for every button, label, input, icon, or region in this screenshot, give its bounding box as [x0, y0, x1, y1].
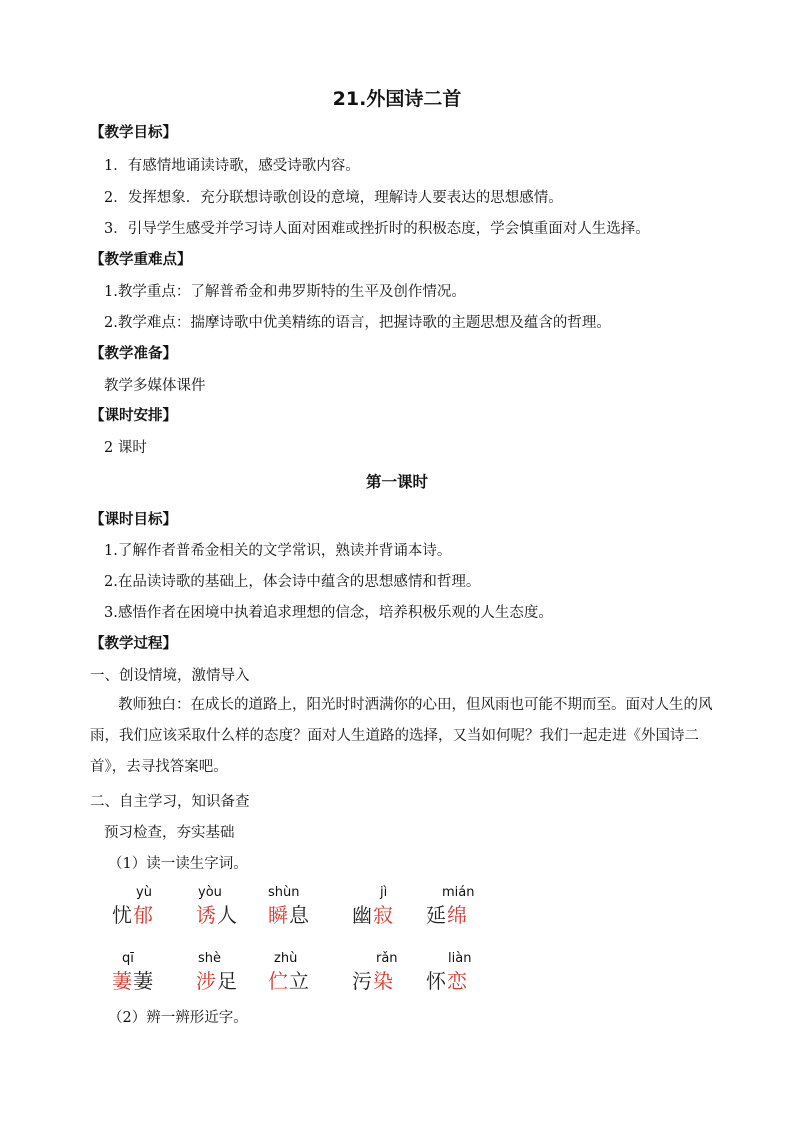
pinyin: shè — [198, 951, 222, 966]
intro-paragraph: 教师独白：在成长的道路上，阳光时时洒满你的心田，但风雨也可能不期而至。面对人生的风雨，我们应该采取什么样的态度？面对人生道路的选择，又当如何呢？我们一起走进《外国诗二首》，去寻找答案吧。 — [90, 697, 713, 775]
section-heading-lesson-goals: 【课时目标】 — [90, 512, 177, 528]
pinyin: rǎn — [376, 951, 398, 966]
vocab-word — [196, 884, 268, 928]
hours-text: 2 课时 — [104, 440, 147, 456]
lesson-goal-item: 3.感悟作者在困境中执着追求理想的信念，培养积极乐观的人生态度。 — [104, 605, 553, 621]
pinyin: mián — [442, 885, 475, 900]
vocab-word — [268, 884, 352, 928]
pinyin: yù — [136, 885, 152, 900]
step-heading: 一、创设情境，激情导入 — [90, 668, 250, 684]
goal-item: 3．引导学生感受并学习诗人面对困难或挫折时的积极态度，学会慎重面对人生选择。 — [104, 221, 650, 237]
vocab-word — [352, 950, 426, 994]
lesson-goal-item: 2.在品读诗歌的基础上，体会诗中蕴含的思想感情和哲理。 — [104, 574, 481, 590]
distinguish-instruction: （2）辨一辨形近字。 — [108, 1010, 248, 1026]
char: 忧 — [112, 903, 133, 927]
char: 萋 — [133, 969, 154, 993]
vocab-word — [112, 884, 196, 928]
vocab-word — [426, 950, 496, 994]
prep-text: 教学多媒体课件 — [104, 378, 206, 394]
char: 幽 — [352, 903, 373, 927]
section-heading-key: 【教学重难点】 — [90, 252, 192, 268]
char: 人 — [217, 903, 238, 927]
char: 息 — [289, 903, 310, 927]
section-heading-hours: 【课时安排】 — [90, 408, 177, 424]
highlight-char: 萋 — [112, 969, 133, 993]
char: 怀 — [426, 969, 447, 993]
highlight-char: 伫 — [268, 969, 289, 993]
goal-item: 2．发挥想象．充分联想诗歌创设的意境，理解诗人要表达的思想感情。 — [104, 190, 563, 206]
key-item: 2.教学难点：揣摩诗歌中优美精练的语言，把握诗歌的主题思想及蕴含的哲理。 — [104, 315, 611, 331]
goal-item: 1．有感情地诵读诗歌，感受诗歌内容。 — [104, 158, 360, 174]
char: 污 — [352, 969, 373, 993]
pinyin: shùn — [268, 885, 300, 900]
highlight-char: 绵 — [447, 903, 468, 927]
preview-text: 预习检查，夯实基础 — [104, 825, 235, 841]
pinyin: yòu — [198, 885, 222, 900]
pinyin: qī — [122, 951, 134, 966]
highlight-char: 诱 — [196, 903, 217, 927]
pinyin: liàn — [448, 951, 472, 966]
pinyin: zhù — [274, 951, 298, 966]
vocab-word — [268, 950, 352, 994]
vocab-word — [112, 950, 196, 994]
highlight-char: 瞬 — [268, 903, 289, 927]
section-heading-prep: 【教学准备】 — [90, 346, 177, 362]
vocab-row — [112, 884, 496, 928]
vocab-word — [196, 950, 268, 994]
step-heading: 二、自主学习，知识备查 — [90, 794, 250, 810]
highlight-char: 寂 — [373, 903, 394, 927]
document-title: 21.外国诗二首 — [332, 88, 462, 110]
lesson-heading: 第一课时 — [365, 473, 428, 491]
vocab-word — [352, 884, 426, 928]
lesson-goal-item: 1.了解作者普希金相关的文学常识，熟读并背诵本诗。 — [104, 543, 452, 559]
highlight-char: 郁 — [133, 903, 154, 927]
highlight-char: 染 — [373, 969, 394, 993]
char: 足 — [217, 969, 238, 993]
char: 延 — [426, 903, 447, 927]
pinyin: jì — [380, 885, 388, 900]
vocab-word — [426, 884, 496, 928]
section-heading-goals: 【教学目标】 — [90, 125, 177, 141]
read-instruction: （1）读一读生字词。 — [108, 856, 248, 872]
key-item: 1.教学重点：了解普希金和弗罗斯特的生平及创作情况。 — [104, 284, 466, 300]
highlight-char: 涉 — [196, 969, 217, 993]
vocab-row — [112, 950, 496, 994]
char: 立 — [289, 969, 310, 993]
highlight-char: 恋 — [447, 969, 468, 993]
section-heading-process: 【教学过程】 — [90, 636, 177, 652]
